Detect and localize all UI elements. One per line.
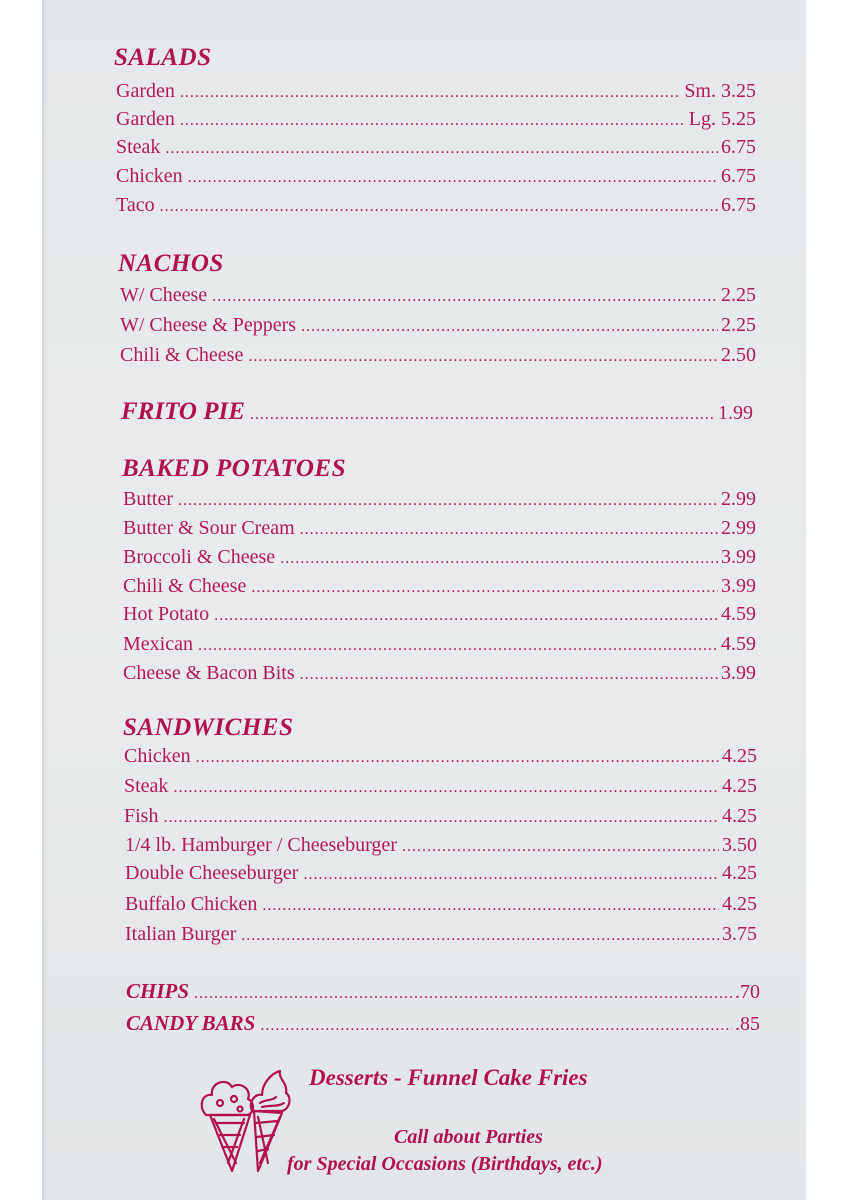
item-name: Garden [116, 108, 175, 130]
menu-item [124, 745, 757, 773]
leader-dots [178, 492, 718, 510]
leader-dots [280, 550, 718, 568]
menu-item [125, 862, 757, 890]
ice-cream-cones-icon [196, 1063, 296, 1178]
menu-item [124, 775, 757, 803]
item-price: 2.99 [721, 517, 756, 539]
item-name: Mexican [123, 633, 193, 655]
menu-item [123, 662, 756, 690]
item-price: 4.25 [722, 805, 757, 827]
leader-dots [241, 927, 719, 945]
menu-item-chips [126, 979, 760, 1007]
desserts-line: Desserts - Funnel Cake Fries [309, 1065, 588, 1090]
item-price: Sm. 3.25 [684, 80, 756, 102]
item-name: Buffalo Chicken [125, 893, 258, 915]
menu-item [125, 834, 757, 862]
item-name: Chicken [116, 165, 183, 187]
leader-dots [262, 897, 719, 915]
item-price: 2.25 [721, 314, 756, 336]
item-price: 4.25 [722, 775, 757, 797]
item-name: Cheese & Bacon Bits [123, 662, 295, 684]
item-name: Hot Potato [123, 603, 210, 625]
item-name: Double Cheeseburger [125, 862, 299, 884]
leader-dots [260, 1017, 732, 1035]
leader-dots [173, 779, 719, 797]
item-name: FRITO PIE [121, 398, 245, 425]
item-name: Chili & Cheese [123, 575, 247, 597]
section-heading-baked-potatoes: BAKED POTATOES [122, 455, 346, 482]
section-heading-salads: SALADS [114, 44, 212, 71]
menu-item [116, 136, 756, 164]
menu-item [116, 108, 756, 136]
item-price: 3.99 [721, 546, 756, 568]
item-price: 6.75 [721, 136, 756, 158]
leader-dots [160, 198, 718, 216]
item-price: Lg. 5.25 [688, 108, 756, 130]
special-occasions-line: for Special Occasions (Birthdays, etc.) [287, 1153, 603, 1175]
menu-item [120, 314, 756, 342]
item-price: 6.75 [721, 165, 756, 187]
menu-item [123, 633, 756, 661]
leader-dots [196, 749, 719, 767]
item-name: Fish [124, 805, 159, 827]
item-name: W/ Cheese [120, 284, 208, 306]
menu-item [125, 923, 757, 951]
item-price: 2.50 [721, 344, 756, 366]
menu-item [123, 603, 756, 631]
leader-dots [165, 140, 718, 158]
menu-item [116, 194, 756, 222]
leader-dots [301, 318, 718, 336]
item-price: 6.75 [721, 194, 756, 216]
menu-item [125, 893, 757, 921]
menu-item [123, 546, 756, 574]
menu-item [120, 284, 756, 312]
item-name: Steak [116, 136, 161, 158]
item-price: .70 [735, 981, 760, 1003]
item-name: Steak [124, 775, 169, 797]
item-price: 2.99 [721, 488, 756, 510]
item-name: 1/4 lb. Hamburger / Cheeseburger [125, 834, 397, 856]
item-price: .85 [735, 1013, 760, 1035]
leader-dots [402, 838, 719, 856]
item-name: Chili & Cheese [120, 344, 244, 366]
item-name: W/ Cheese & Peppers [120, 314, 297, 336]
item-price: 4.25 [722, 745, 757, 767]
leader-dots [300, 521, 718, 539]
leader-dots [212, 288, 718, 306]
item-price: 4.59 [721, 633, 756, 655]
leader-dots [180, 84, 681, 102]
leader-dots [163, 809, 719, 827]
leader-dots [300, 666, 718, 684]
item-price: 3.99 [721, 662, 756, 684]
menu-item [123, 575, 756, 603]
menu-item [123, 488, 756, 516]
item-name: Chicken [124, 745, 191, 767]
leader-dots [214, 607, 718, 625]
item-name: Taco [116, 194, 155, 216]
menu-item [116, 80, 756, 108]
menu-item [123, 517, 756, 545]
leader-dots [198, 637, 718, 655]
item-name: CANDY BARS [126, 1011, 256, 1035]
item-price: 1.99 [718, 402, 753, 424]
item-price: 4.59 [721, 603, 756, 625]
item-price: 2.25 [721, 284, 756, 306]
leader-dots [250, 406, 715, 424]
section-heading-nachos: NACHOS [118, 250, 224, 277]
leader-dots [303, 866, 719, 884]
leader-dots [194, 985, 732, 1003]
item-name: Broccoli & Cheese [123, 546, 276, 568]
menu-item [120, 344, 756, 372]
section-heading-sandwiches: SANDWICHES [123, 714, 294, 741]
menu-item-frito-pie [121, 398, 753, 432]
item-price: 4.25 [722, 893, 757, 915]
menu-item [124, 805, 757, 833]
item-name: Italian Burger [125, 923, 237, 945]
leader-dots [251, 579, 718, 597]
item-name: Butter & Sour Cream [123, 517, 295, 539]
item-price: 3.99 [721, 575, 756, 597]
leader-dots [180, 112, 686, 130]
leader-dots [248, 348, 718, 366]
page-edge-shadow [42, 0, 48, 1200]
item-price: 3.75 [722, 923, 757, 945]
item-name: CHIPS [126, 979, 190, 1003]
item-name: Butter [123, 488, 173, 510]
item-price: 3.50 [722, 834, 757, 856]
call-about-parties: Call about Parties [394, 1126, 543, 1148]
item-name: Garden [116, 80, 175, 102]
menu-item [116, 165, 756, 193]
leader-dots [188, 169, 718, 187]
menu-item-candy-bars [126, 1011, 760, 1039]
item-price: 4.25 [722, 862, 757, 884]
